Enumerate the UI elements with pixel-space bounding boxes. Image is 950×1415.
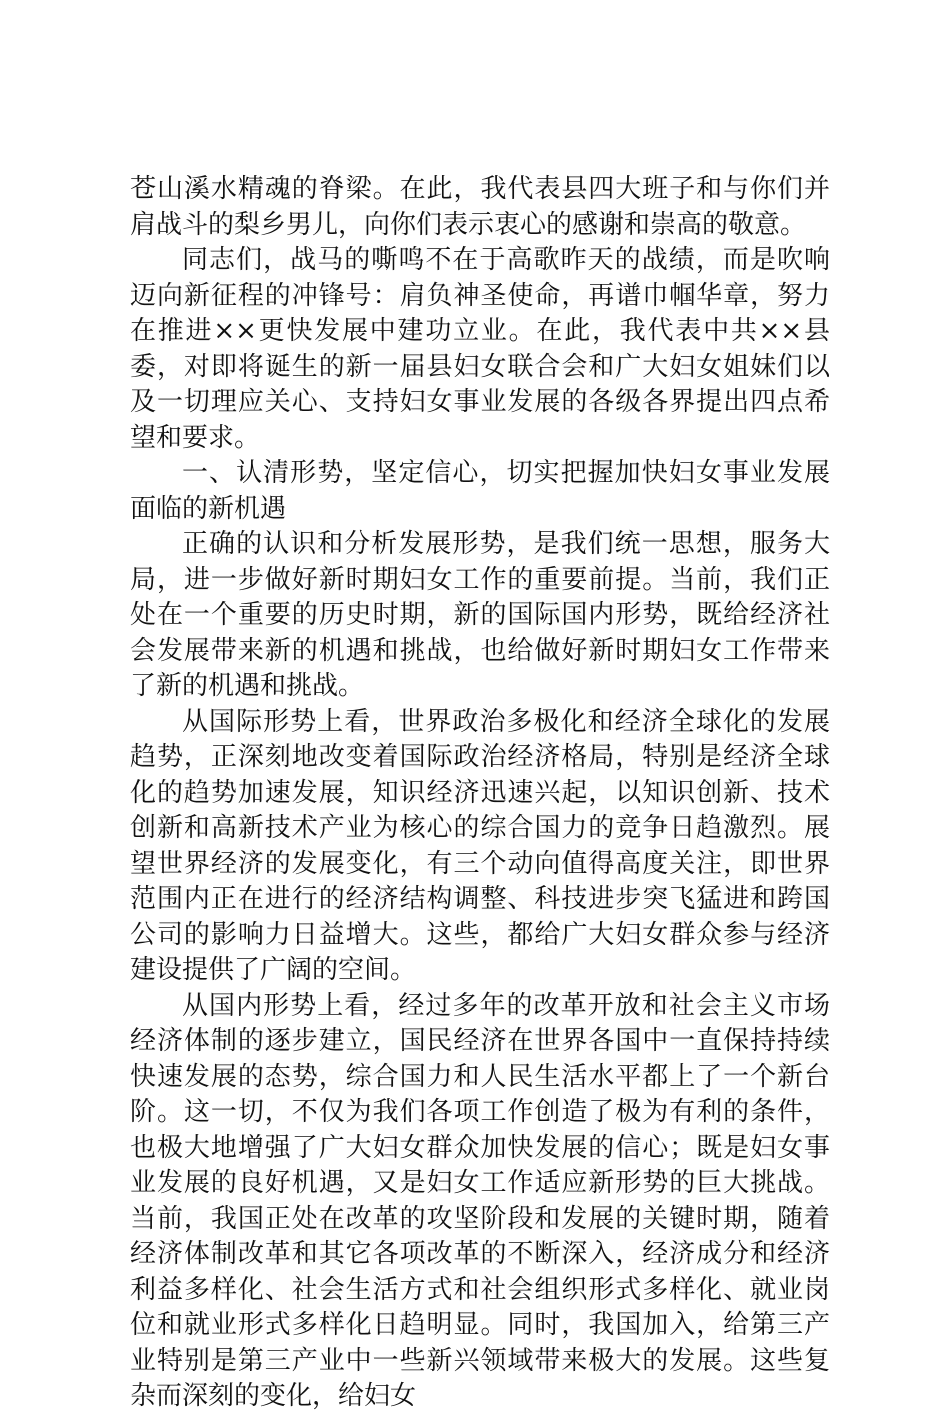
paragraph-5: 从国内形势上看，经过多年的改革开放和社会主义市场经济体制的逐步建立，国民经济在世界各国中一直保持持续快速发展的态势，综合国力和人民生活水平都上了一个新台阶。这一切，不仅为我们各项工作创造了极为有利的条件，也极大地增强了广大妇女群众加快发展的信心；既是妇女事业发展的良好机遇，又是妇女工作适应新形势的巨大挑战。当前，我国正处在改革的攻坚阶段和发展的关键时期，随着经济体制改革和其它各项改革的不断深入，经济成分和经济利益多样化、社会生活方式和社会组织形式多样化、就业岗位和就业形式多样化日趋明显。同时，我国加入，给第三产业特别是第三产业中一些新兴领域带来极大的发展。这些复杂而深刻的变化，给妇女 [130,990,830,1411]
document-body [130,172,830,1415]
paragraph-4: 从国际形势上看，世界政治多极化和经济全球化的发展趋势，正深刻地改变着国际政治经济格局，特别是经济全球化的趋势加速发展，知识经济迅速兴起，以知识创新、技术创新和高新技术产业为核心的综合国力的竞争日趋激烈。展望世界经济的发展变化，有三个动向值得高度关注，即世界范围内正在进行的经济结构调整、科技进步突飞猛进和跨国公司的影响力日益增大。这些，都给广大妇女群众参与经济建设提供了广阔的空间。 [130,706,830,985]
section-heading-1: 一、认清形势，坚定信心，切实把握加快妇女事业发展面临的新机遇 [130,458,830,524]
paragraph-2: 同志们，战马的嘶鸣不在于高歌昨天的战绩，而是吹响迈向新征程的冲锋号：肩负神圣使命，再谱巾帼华章，努力在推进××更快发展中建功立业。在此，我代表中共××县委，对即将诞生的新一届县妇女联合会和广大妇女姐妹们以及一切理应关心、支持妇女事业发展的各级各界提出四点希望和要求。 [130,245,830,453]
paragraph-3: 正确的认识和分析发展形势，是我们统一思想，服务大局，进一步做好新时期妇女工作的重要前提。当前，我们正处在一个重要的历史时期，新的国际国内形势，既给经济社会发展带来新的机遇和挑战，也给做好新时期妇女工作带来了新的机遇和挑战。 [130,529,830,701]
paragraph-1: 苍山溪水精魂的脊梁。在此，我代表县四大班子和与你们并肩战斗的梨乡男儿，向你们表示衷心的感谢和崇高的敬意。 [130,174,830,240]
